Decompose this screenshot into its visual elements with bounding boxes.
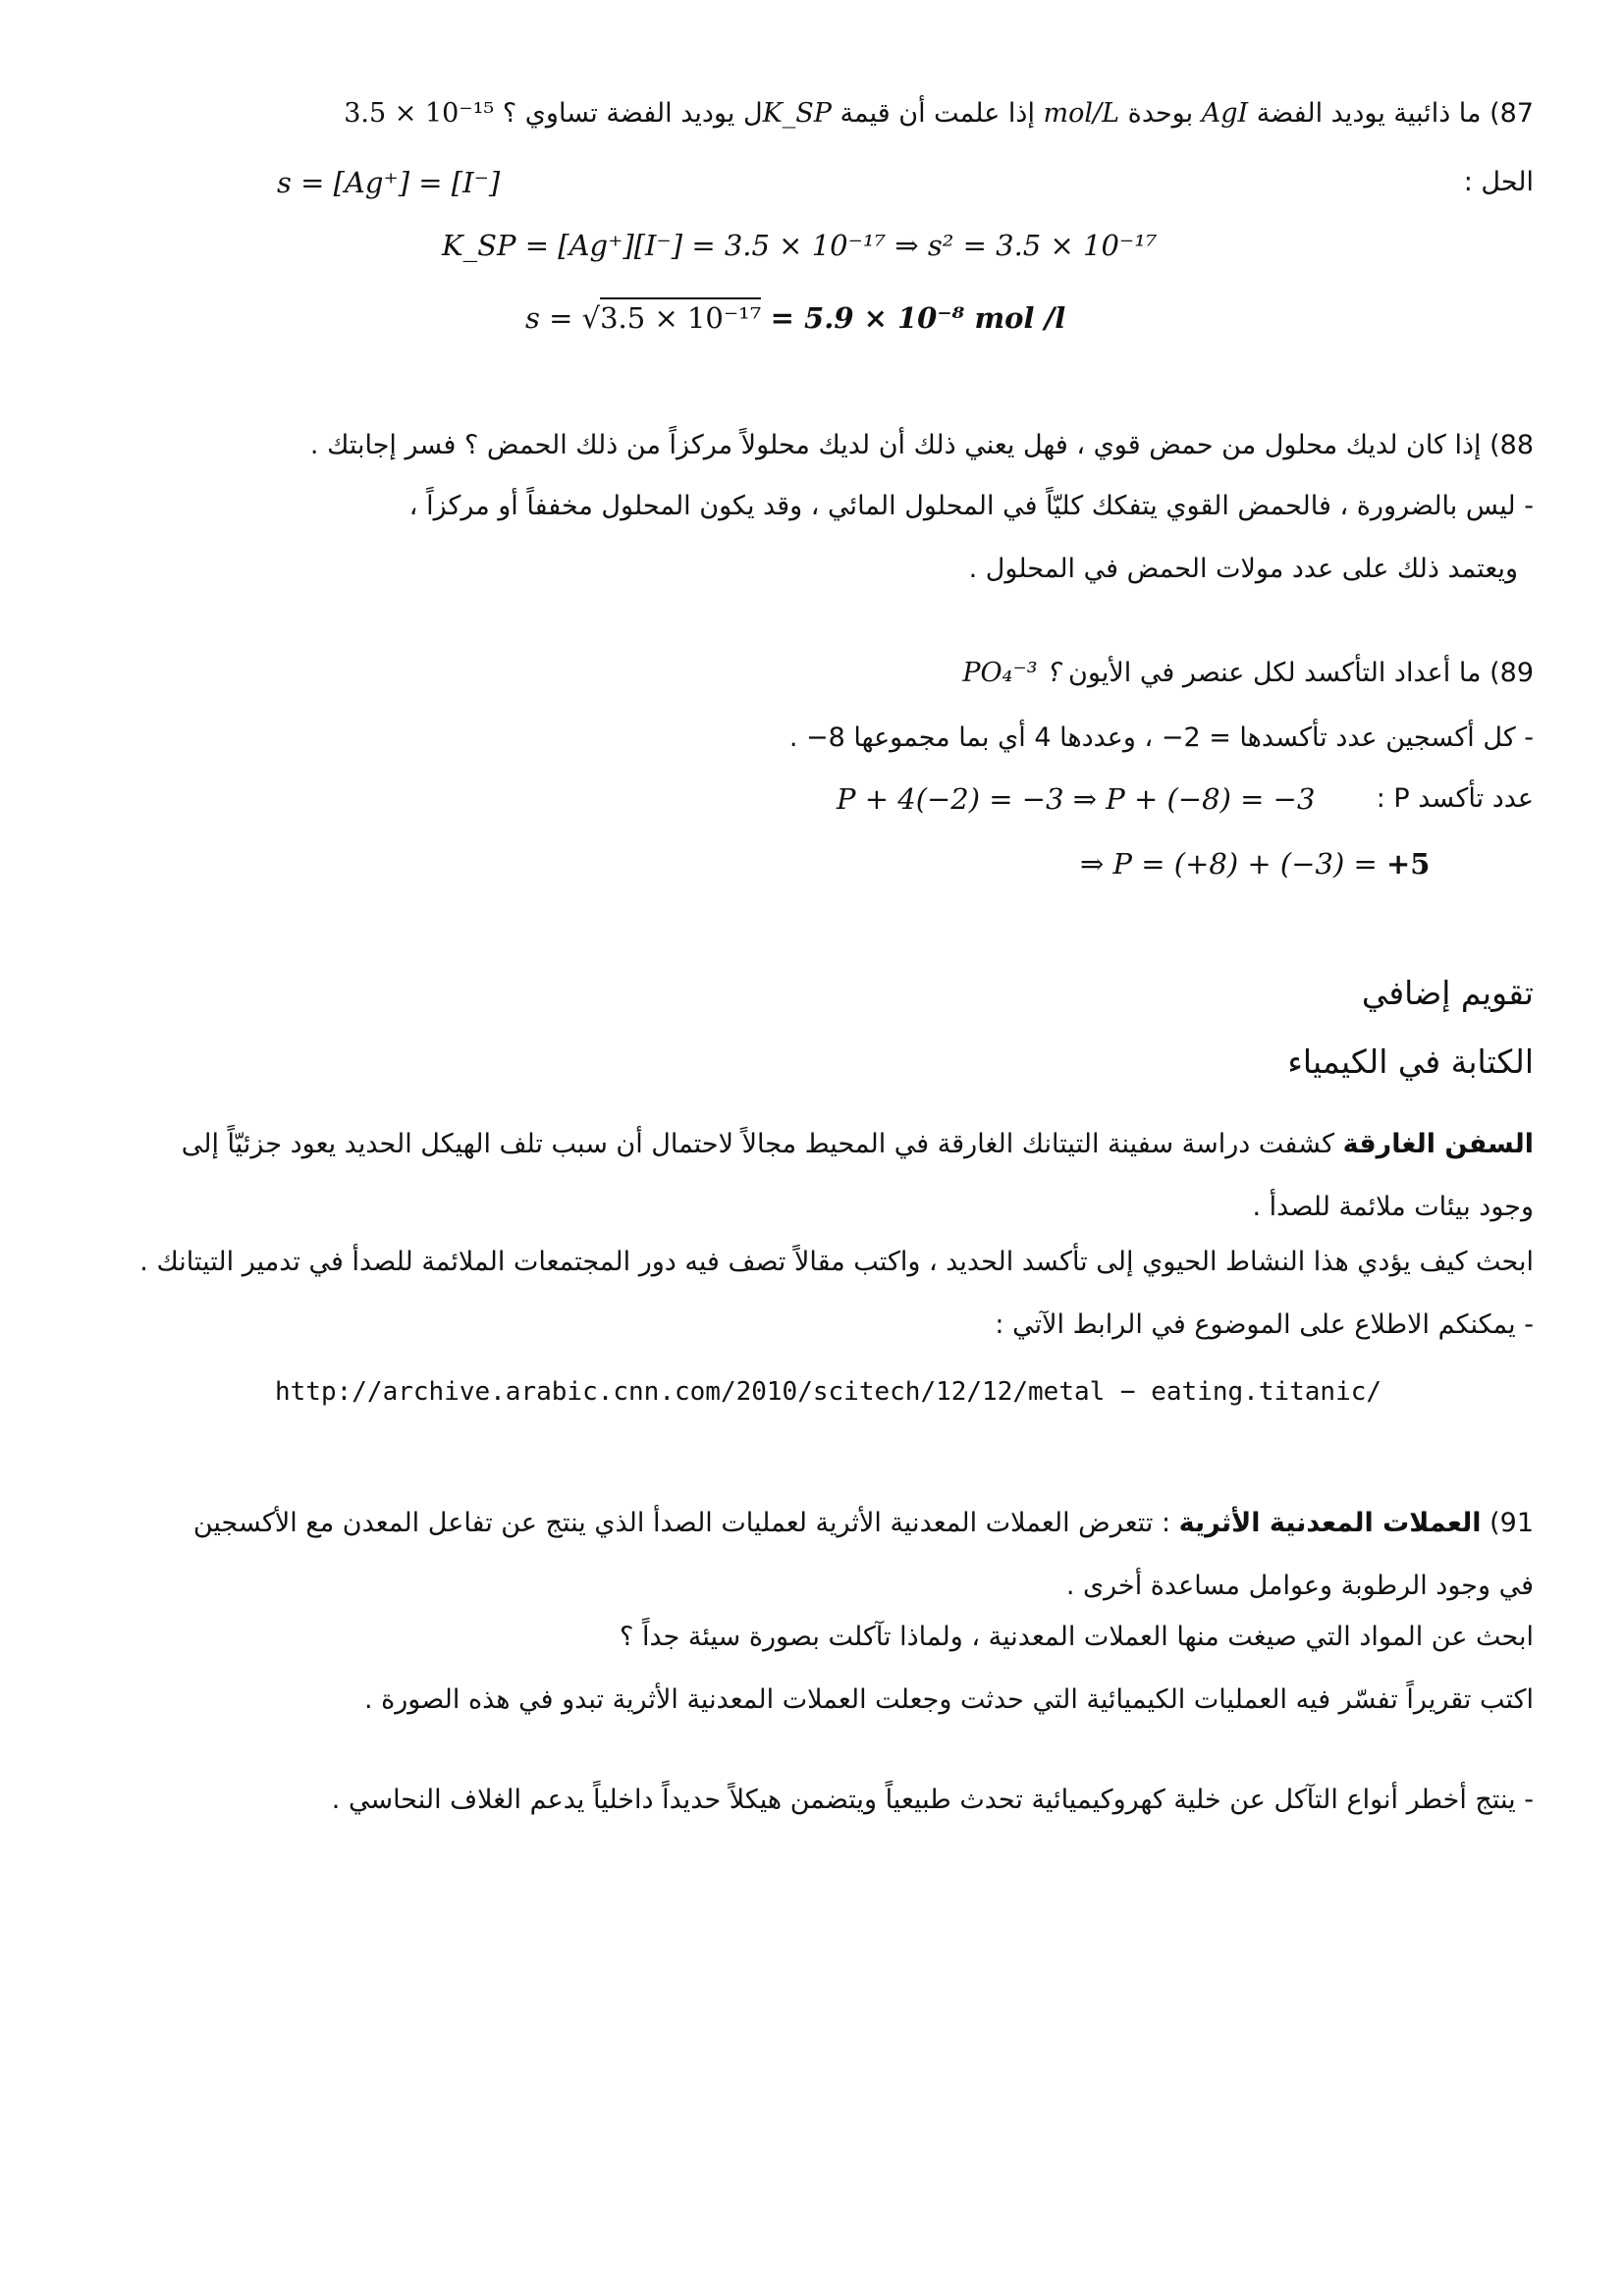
q91-number: 91) [1489, 1508, 1534, 1538]
q89-question [962, 656, 1534, 691]
q87-number: 87) [1489, 98, 1534, 129]
ships-paragraph [155, 1113, 1534, 1239]
q91-research: ابحث عن المواد التي صيغت منها العملات المعدنية ، ولماذا تآكلت بصورة سيئة جداً ؟ [620, 1622, 1534, 1652]
assessment-heading: تقويم إضافي [1361, 974, 1534, 1012]
q87-known-text: إذا علمت أن قيمة [839, 98, 1035, 129]
q87-eq3 [525, 300, 1065, 336]
link-intro: - يمكنكم الاطلاع على الموضوع في الرابط الآتي : [995, 1309, 1534, 1340]
q91-text: : تتعرض العملات المعدنية الأثرية لعمليات الصدأ الذي ينتج عن تفاعل المعدن مع الأكسجين في وجود الرطوبة وعوامل مساعدة أخرى . [192, 1508, 1534, 1601]
q88-answer-line2: ويعتمد ذلك على عدد مولات الحمض في المحلول . [968, 554, 1518, 584]
q87-eq3-result: = 5.9 × 10⁻⁸ mol /l [770, 301, 1066, 335]
q87-eq3-radicand: 3.5 × 10⁻¹⁷ [600, 297, 761, 335]
ships-research: ابحث كيف يؤدي هذا النشاط الحيوي إلى تأكسد الحديد ، واكتب مقالاً تصف فيه دور المجتمعات الملائمة للصدأ في تدمير التيتانك . [139, 1247, 1534, 1277]
q89-eq2-left: ⇒ P = (+8) + (−3) = [1080, 847, 1386, 881]
q87-ksp-label: K_SP [762, 98, 832, 129]
titanic-link[interactable]: http://archive.arabic.cnn.com/2010/scitech/12/12/metal − eating.titanic/ [275, 1377, 1382, 1407]
q91-report: اكتب تقريراً تفسّر فيه العمليات الكيميائية التي حدثت وجعلت العملات المعدنية الأثرية تبدو في هذه الصورة . [363, 1684, 1534, 1715]
q87-unit-prefix: بوحدة [1127, 98, 1194, 129]
q88-question: 88) إذا كان لديك محلول من حمض قوي ، فهل يعني ذلك أن لديك محلولاً مركزاً من ذلك الحمض ؟ فسر إجابتك . [309, 430, 1534, 460]
q87-eq2: K_SP = [Ag⁺][I⁻] = 3.5 × 10⁻¹⁷ ⇒ s² = 3.5 × 10⁻¹⁷ [442, 229, 1158, 262]
q89-eq2 [1080, 846, 1430, 881]
q89-ion: PO₄⁻³ ؟ [962, 658, 1060, 688]
assessment-subheading: الكتابة في الكيمياء [1287, 1042, 1534, 1081]
q87-question-text: ما ذائبية يوديد الفضة [1256, 98, 1482, 129]
q87-solution-label: الحل : [1463, 167, 1534, 197]
q87-ksp-of: ل يوديد الفضة تساوي [524, 98, 763, 129]
ships-title: السفن الغارقة [1342, 1129, 1534, 1159]
q87-ksp-value: 3.5 × 10⁻¹⁵ ؟ [344, 98, 517, 129]
q89-oxygen-line: - كل أكسجين عدد تأكسدها = 2− ، وعددها 4 أي بما مجموعها 8− . [788, 722, 1534, 753]
q87-unit: mol/L [1043, 98, 1120, 129]
q91-paragraph [155, 1492, 1534, 1618]
q87-formula: AgI [1201, 98, 1249, 129]
q89-eq2-result: +5 [1386, 847, 1431, 881]
q88-answer-line1: - ليس بالضرورة ، فالحمض القوي يتفكك كليّاً في المحلول المائي ، وقد يكون المحلول مخففاً أو مركزاً ، [408, 491, 1534, 521]
q89-p-label: عدد تأكسد P : [1376, 783, 1534, 814]
q87-question [344, 96, 1534, 132]
q87-eq1: s = [Ag⁺] = [I⁻] [277, 166, 501, 199]
ships-text: كشفت دراسة سفينة التيتانك الغارقة في المحيط مجالاً لاحتمال أن سبب تلف الهيكل الحديد يعود جزئيّاً إلى وجود بيئات ملائمة للصدأ . [181, 1129, 1534, 1222]
q91-title: العملات المعدنية الأثرية [1178, 1508, 1482, 1538]
q89-question-text: 89) ما أعداد التأكسد لكل عنصر في الأيون [1068, 658, 1534, 688]
q89-eq1: P + 4(−2) = −3 ⇒ P + (−8) = −3 [837, 782, 1316, 816]
q87-eq3-left: s = √ [525, 301, 601, 335]
q91-answer: - ينتج أخطر أنواع التآكل عن خلية كهروكيميائية تحدث طبيعياً ويتضمن هيكلاً حديداً داخلياً يدعم الغلاف النحاسي . [331, 1785, 1534, 1815]
